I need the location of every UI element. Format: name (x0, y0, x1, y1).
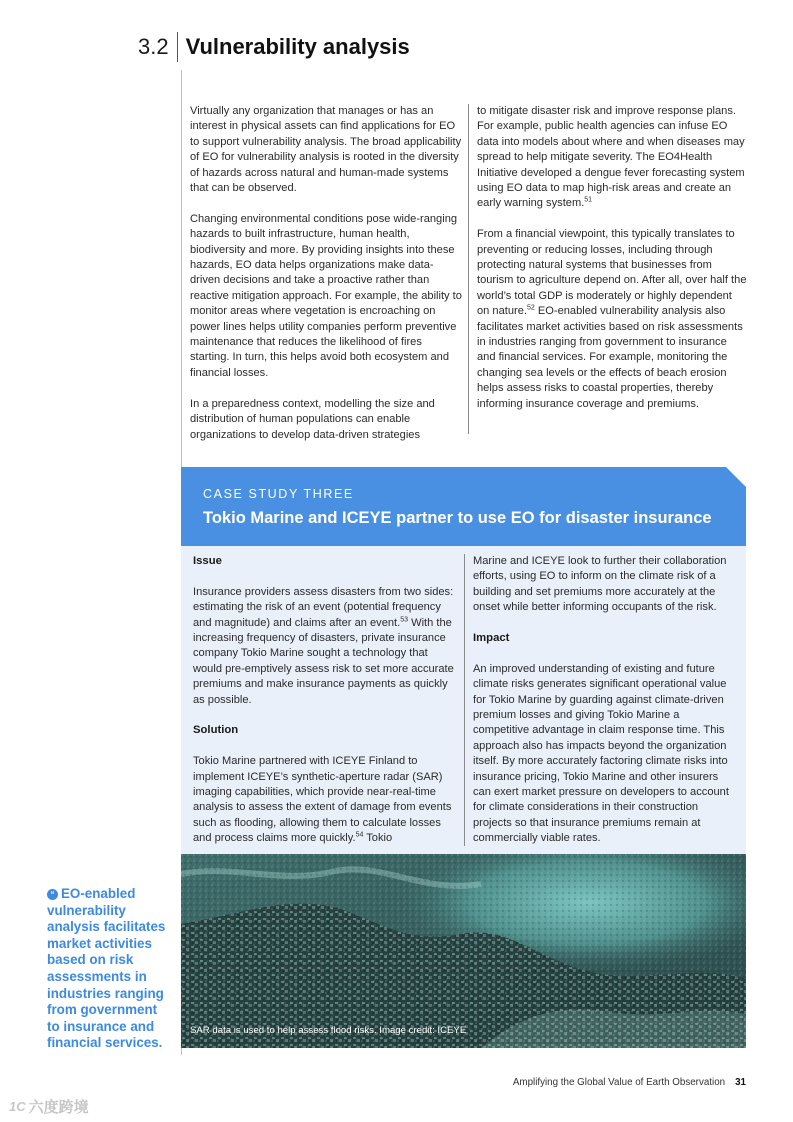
paragraph: Virtually any organization that manages or has an interest in physical assets can find applications for EO to support vulnerability analysis. The broad applicability of EO for vulnerability analysis is rooted in the diversity of hazards across natural and human-made systems that can be observed. (190, 105, 462, 195)
case-column-left (193, 554, 455, 862)
pull-quote-text: EO-enabled vulnerability analysis facilitates market activities based on risk assessments in industries ranging from government to insurance and financial services. (47, 886, 166, 1051)
watermark-text: 六度跨境 (28, 1099, 89, 1116)
banner-corner-cut (726, 467, 746, 487)
solution-text: Tokio Marine partnered with ICEYE Finland to implement ICEYE’s synthetic-aperture radar (SAR) imaging capabilities, which provide near-real-time analysis to assess the extent of damage from events such as flooding, allowing them to calculate losses and process claims more quickly.$^{54}$ Tokio (193, 755, 452, 845)
solution-heading: Solution (193, 724, 239, 737)
impact-text: An improved understanding of existing and future climate risks generates significant operational value for Tokio Marine by guarding against climate-driven premium losses and giving Tokio Marine a competitive advantage in claim response time. This approach also has impacts beyond the organization itself. By more accurately factoring climate risks into insurance pricing, Tokio Marine and other insurers can exert market pressure on developers to account for climate considerations in their construction projects so that insurance premiums remain at commercially viable rates. (473, 662, 729, 845)
paragraph: to mitigate disaster risk and improve response plans. For example, public health agencies can infuse EO data into models about where and when diseases may spread to help mitigate severity. The EO4Health Initiative developed a dengue fever forecasting system using EO data to map high-risk areas and create an early warning system.$^{51}$ (477, 105, 745, 210)
column-divider (468, 104, 469, 434)
intro-column-right (477, 104, 747, 428)
footnote-ref: 51 (584, 196, 593, 204)
intro-column-left (190, 104, 462, 458)
paragraph: In a preparedness context, modelling the size and distribution of human populations can enable organizations to develop data-driven strategies (190, 397, 435, 441)
case-column-right (473, 554, 737, 862)
sar-image-graphic (181, 854, 746, 1048)
footnote-ref: 52 (526, 304, 535, 312)
image-caption: SAR data is used to help assess flood risks. Image credit: ICEYE (190, 1025, 467, 1036)
quote-icon: “ (47, 889, 58, 900)
sar-image (181, 854, 746, 1048)
solution-continued: Marine and ICEYE look to further their collaboration efforts, using EO to inform on the climate risk of a building and set premiums more accurately at the onset while better informing occupants of the risk. (473, 555, 727, 614)
impact-heading: Impact (473, 632, 510, 645)
section-divider (177, 32, 178, 62)
section-number: 3.2 (138, 34, 169, 59)
case-study-title: Tokio Marine and ICEYE partner to use EO for disaster insurance (203, 509, 712, 527)
case-study-label: CASE STUDY THREE (203, 487, 354, 501)
watermark-logo: 1C (9, 1099, 26, 1114)
paragraph: From a financial viewpoint, this typically translates to preventing or reducing losses, including through protecting natural systems that businesses from tourism to agriculture depend on. After all, over half the world’s total GDP is moderately or highly dependent on nature.$^{52}$ EO-enabled vulnerability analysis also facilitates market activities based on risk assessments in industries ranging from government to insurance and financial services. For example, monitoring the changing sea levels or the effects of beach erosion helps assess risks to coastal properties, thereby informing insurance coverage and premiums. (477, 228, 747, 410)
page-footer (513, 1077, 746, 1088)
paragraph: Changing environmental conditions pose wide-ranging hazards to built infrastructure, human health, biodiversity and more. By providing insights into these hazards, EO data helps organizations make data-driven decisions and take a proactive rather than reactive mitigation approach. For example, the ability to monitor areas where vegetation is encroaching on power lines helps utility companies perform preventive maintenance that reduces the likelihood of fires starting. In turn, this helps avoid both ecosystem and financial losses. (190, 212, 462, 379)
pull-quote (47, 886, 169, 1052)
case-study-banner (181, 467, 746, 546)
case-column-divider (464, 554, 465, 846)
footer-title: Amplifying the Global Value of Earth Observation (512, 1077, 726, 1088)
page-number: 31 (735, 1077, 746, 1088)
footnote-ref: 53 (400, 615, 409, 623)
watermark (9, 1096, 89, 1117)
issue-heading: Issue (193, 555, 222, 567)
section-title: Vulnerability analysis (185, 34, 410, 59)
section-heading (138, 30, 410, 64)
issue-text: Insurance providers assess disasters from two sides: estimating the risk of an event (potential frequency and magnitude) and claims after an event.$^{53}$ With the increasing frequency of disasters, private insurance company Tokio Marine sought a technology that would pre-emptively assess risk to set more accurate premiums and make insurance payments as quickly as possible. (193, 585, 454, 706)
footnote-ref: 54 (355, 831, 364, 839)
